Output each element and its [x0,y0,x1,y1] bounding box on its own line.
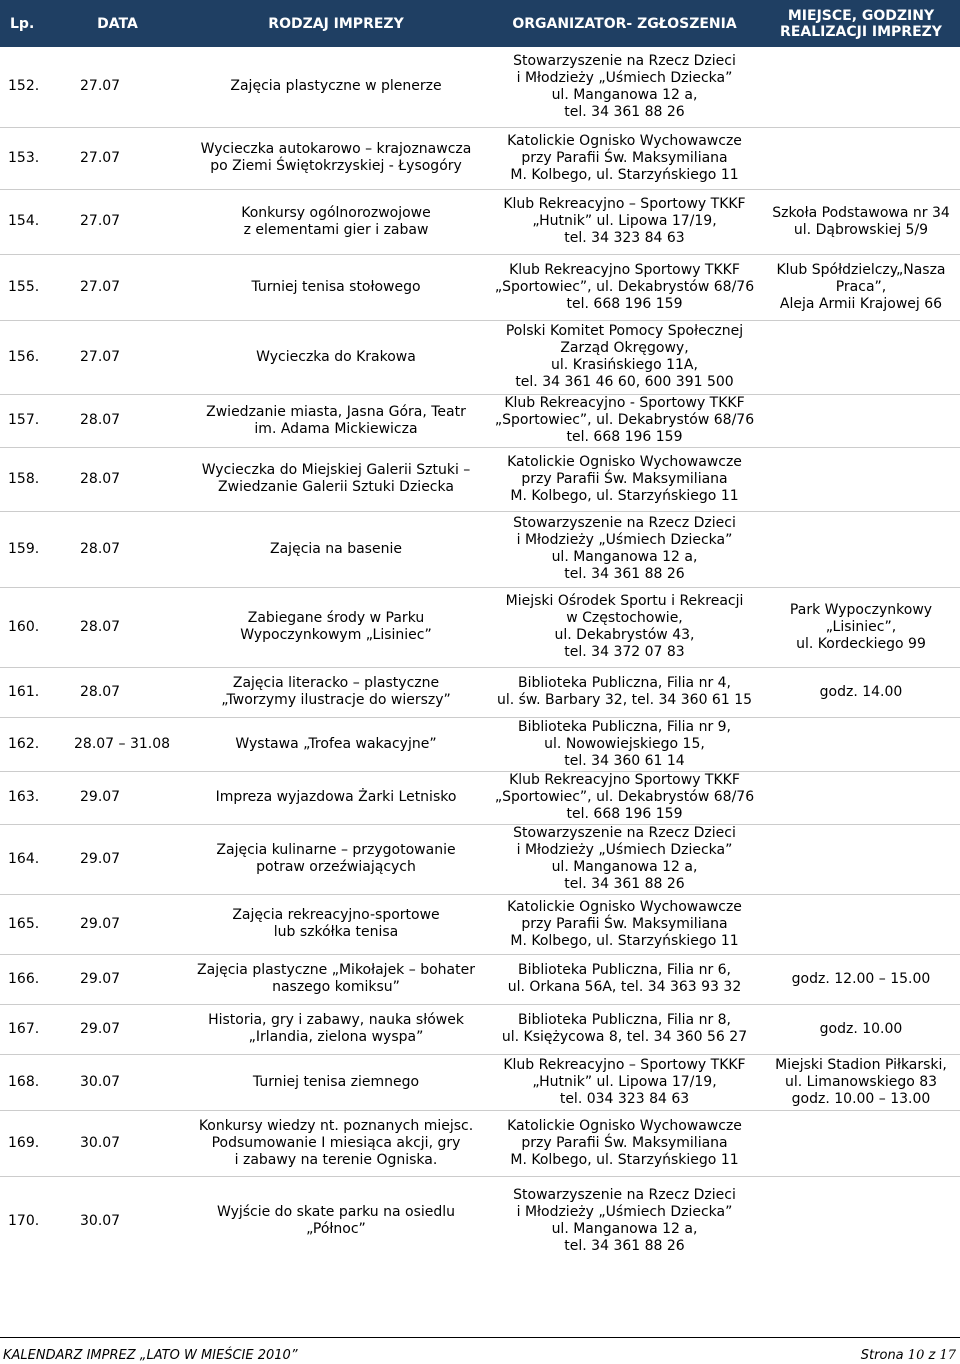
event-type-line: Zwiedzanie miasta, Jasna Góra, Teatr [206,403,466,420]
row-number: 164. [8,850,40,867]
organizer-line: ul. Nowowiejskiego 15, [544,735,705,752]
organizer-line: Klub Rekreacyjno – Sportowy TKKF [503,196,746,212]
organizer-line: tel. 34 372 07 83 [564,644,685,660]
organizer-line: Polski Komitet Pomocy Społecznej [505,323,744,339]
row-event-type [185,824,487,894]
event-type-line: „Tworzymy ilustracje do wierszy” [221,692,451,708]
event-type-line: Wycieczka do Krakowa [256,348,416,365]
organizer-line: ul. Manganowa 12 a, [551,859,698,875]
row-event-type [185,47,487,127]
row-date: 30.07 [80,1134,121,1151]
organizer-line: Biblioteka Publiczna, Filia nr 9, [517,718,732,735]
event-type-line: Zajęcia rekreacyjno-sportowe [232,907,440,923]
row-number: 162. [8,735,40,752]
row-event-type [185,189,487,254]
place-line: Klub Spółdzielczy„Nasza [776,261,946,278]
table-row [0,47,960,127]
organizer-line: ul. Orkana 56A, tel. 34 363 93 32 [507,979,742,995]
organizer-line: Katolickie Ognisko Wychowawcze [507,453,742,470]
row-event-type [185,717,487,771]
row-date: 29.07 [80,789,121,805]
place-line: godz. 10.00 – 13.00 [791,1090,931,1107]
organizer-line: Klub Rekreacyjno Sportowy TKKF [509,261,740,278]
organizer-line: Katolickie Ognisko Wychowawcze [507,1117,742,1134]
footer-page-sep: z [928,1348,936,1363]
row-date: 28.07 [80,412,121,428]
row-place [762,771,960,824]
table-row [0,771,960,824]
row-date: 28.07 [80,470,121,487]
row-place [762,127,960,189]
row-place [762,1176,960,1266]
table-row [0,189,960,254]
event-type-line: Zabiegane środy w Parku [247,610,425,626]
event-type-line: im. Adama Mickiewicza [254,420,418,437]
row-date: 28.07 [80,683,121,700]
row-place [762,254,960,320]
row-number: 156. [8,348,40,365]
organizer-line: Biblioteka Publiczna, Filia nr 8, [517,1012,732,1028]
row-date: 30.07 [80,1073,121,1090]
row-organizer [487,394,762,447]
row-date: 27.07 [80,278,121,295]
organizer-line: M. Kolbego, ul. Starzyńskiego 11 [510,1151,739,1168]
row-number: 154. [8,213,40,229]
place-line: Szkoła Podstawowa nr 34 [772,204,950,221]
organizer-line: M. Kolbego, ul. Starzyńskiego 11 [510,487,739,504]
footer-page-number [861,1348,956,1363]
row-place [762,894,960,954]
row-date: 28.07 [80,618,121,635]
place-line: Aleja Armii Krajowej 66 [779,295,943,312]
organizer-line: tel. 34 361 88 26 [564,1238,685,1255]
row-place [762,394,960,447]
row-number: 168. [8,1073,40,1090]
organizer-line: M. Kolbego, ul. Starzyńskiego 11 [510,932,739,949]
footer-title: KALENDARZ IMPREZ „LATO W MIEŚCIE 2010” [3,1348,298,1363]
place-line: „Lisiniec”, [825,618,897,635]
row-organizer [487,824,762,894]
organizer-line: tel. 34 361 88 26 [564,566,685,582]
organizer-line: ul. Manganowa 12 a, [551,549,698,565]
row-event-type [185,954,487,1004]
organizer-line: Katolickie Ognisko Wychowawcze [507,898,742,915]
header-lp: Lp. [0,0,50,47]
row-number: 160. [8,618,40,635]
row-organizer [487,1004,762,1054]
organizer-line: tel. 668 196 159 [566,295,683,312]
organizer-line: Klub Rekreacyjno – Sportowy TKKF [503,1056,746,1073]
table-row [0,954,960,1004]
footer-page-total: 17 [939,1348,956,1363]
organizer-line: w Częstochowie, [566,610,683,626]
row-place [762,717,960,771]
organizer-line: tel. 34 360 61 14 [564,752,685,769]
row-date: 27.07 [80,149,121,166]
organizer-line: M. Kolbego, ul. Starzyńskiego 11 [510,166,739,183]
organizer-line: Biblioteka Publiczna, Filia nr 6, [517,962,732,978]
row-event-type [185,127,487,189]
row-event-type [185,1054,487,1110]
organizer-line: i Młodzieży „Uśmiech Dziecka” [516,842,733,858]
organizer-line: tel. 034 323 84 63 [559,1090,690,1107]
row-organizer [487,667,762,717]
row-organizer [487,320,762,394]
header-type: RODZAJ IMPREZY [185,0,487,47]
event-type-line: Konkursy wiedzy nt. poznanych miejsc. [198,1117,474,1134]
row-number: 170. [8,1212,40,1229]
table-row [0,394,960,447]
row-number: 161. [8,683,40,700]
organizer-line: i Młodzieży „Uśmiech Dziecka” [516,69,733,86]
header-place [762,0,960,47]
table-row [0,127,960,189]
row-organizer [487,511,762,587]
row-event-type [185,1110,487,1176]
organizer-line: przy Parafii Św. Maksymiliana [521,1134,728,1151]
organizer-line: tel. 668 196 159 [566,806,683,822]
organizer-line: Miejski Ośrodek Sportu i Rekreacji [505,593,744,609]
table-row [0,587,960,667]
organizer-line: Klub Rekreacyjno Sportowy TKKF [509,772,740,788]
row-organizer [487,894,762,954]
organizer-line: ul. Dekabrystów 43, [554,627,695,643]
row-date: 27.07 [80,348,121,365]
event-type-line: Wyjście do skate parku na osiedlu [216,1204,456,1221]
row-place [762,667,960,717]
event-type-line: Konkursy ogólnorozwojowe [241,204,431,221]
organizer-line: Klub Rekreacyjno - Sportowy TKKF [504,395,745,411]
organizer-line: „Sportowiec”, ul. Dekabrystów 68/76 [494,789,755,805]
row-event-type [185,320,487,394]
event-type-line: Wypoczynkowym „Lisiniec” [240,627,432,643]
organizer-line: „Sportowiec”, ul. Dekabrystów 68/76 [494,278,755,295]
row-place [762,824,960,894]
row-event-type [185,587,487,667]
row-date: 28.07 – 31.08 [74,735,171,752]
organizer-line: Zarząd Okręgowy, [560,340,689,356]
footer-divider [0,1337,960,1338]
table-row [0,254,960,320]
row-number: 159. [8,540,40,557]
row-number: 166. [8,970,40,987]
row-organizer [487,587,762,667]
table-row [0,667,960,717]
row-number: 152. [8,78,40,95]
row-event-type [185,447,487,511]
table-row [0,824,960,894]
place-line: ul. Dąbrowskiej 5/9 [793,221,929,238]
footer-page-current: 10 [907,1348,925,1363]
row-event-type [185,511,487,587]
footer-page-word: Strona [860,1348,904,1363]
row-organizer [487,254,762,320]
place-line: godz. 14.00 [819,683,903,700]
organizer-line: ul. Księżycowa 8, tel. 34 360 56 27 [501,1029,748,1045]
row-place [762,189,960,254]
row-number: 163. [8,789,40,805]
table-row [0,1004,960,1054]
organizer-line: tel. 34 361 88 26 [564,103,685,120]
organizer-line: ul. Manganowa 12 a, [551,86,698,103]
organizer-line: Stowarzyszenie na Rzecz Dzieci [513,825,736,841]
row-organizer [487,447,762,511]
event-type-line: Impreza wyjazdowa Żarki Letnisko [215,789,457,805]
place-line: ul. Limanowskiego 83 [784,1073,938,1090]
place-line: Park Wypoczynkowy [789,601,933,618]
event-type-line: Historia, gry i zabawy, nauka słówek [208,1012,464,1028]
table-row [0,447,960,511]
event-type-line: potraw orzeźwiających [256,859,416,875]
organizer-line: przy Parafii Św. Maksymiliana [521,470,728,487]
place-line: ul. Kordeckiego 99 [796,635,926,652]
organizer-line: Biblioteka Publiczna, Filia nr 4, [517,675,732,691]
event-type-line: Turniej tenisa ziemnego [252,1073,420,1090]
organizer-line: „Hutnik” ul. Lipowa 17/19, [532,1073,717,1090]
row-event-type [185,254,487,320]
row-event-type [185,771,487,824]
row-place [762,587,960,667]
organizer-line: Stowarzyszenie na Rzecz Dzieci [513,52,736,69]
header-organizer: ORGANIZATOR- ZGŁOSZENIA [487,0,762,47]
row-number: 157. [8,412,40,428]
organizer-line: „Hutnik” ul. Lipowa 17/19, [532,213,717,229]
table-row [0,1176,960,1266]
event-type-line: Wycieczka do Miejskiej Galerii Sztuki – [201,462,471,478]
event-type-line: Zajęcia kulinarne – przygotowanie [216,842,456,858]
organizer-line: ul. Krasińskiego 11A, [551,357,698,373]
table-row [0,320,960,394]
event-type-line: Zajęcia plastyczne „Mikołajek – bohater [197,962,475,978]
organizer-line: i Młodzieży „Uśmiech Dziecka” [516,1204,733,1221]
row-place [762,447,960,511]
row-date: 30.07 [80,1212,121,1229]
table-row [0,1110,960,1176]
row-organizer [487,954,762,1004]
organizer-line: przy Parafii Św. Maksymiliana [521,915,728,932]
row-number: 165. [8,915,40,932]
organizer-line: Stowarzyszenie na Rzecz Dzieci [513,1187,736,1204]
organizer-line: tel. 34 361 46 60, 600 391 500 [515,374,734,390]
row-place [762,1004,960,1054]
header-place-line1: MIEJSCE, GODZINY [787,7,935,24]
event-type-line: Wycieczka autokarowo – krajoznawcza [200,141,472,157]
header-date: DATA [50,0,185,47]
event-type-line: Wystawa „Trofea wakacyjne” [235,735,437,752]
event-type-line: z elementami gier i zabaw [243,221,429,238]
table-row [0,1054,960,1110]
row-organizer [487,771,762,824]
event-type-line: po Ziemi Świętokrzyskiej - Łysogóry [210,158,462,174]
organizer-line: przy Parafii Św. Maksymiliana [521,149,728,166]
row-date: 29.07 [80,1020,121,1037]
row-event-type [185,394,487,447]
row-place [762,1110,960,1176]
row-number: 158. [8,470,40,487]
event-type-line: Zajęcia plastyczne w plenerze [230,78,442,95]
organizer-line: tel. 668 196 159 [566,429,683,445]
table-body [0,47,960,1266]
row-event-type [185,1004,487,1054]
organizer-line: i Młodzieży „Uśmiech Dziecka” [516,532,733,548]
row-number: 167. [8,1020,40,1037]
event-type-line: Zajęcia na basenie [270,540,402,557]
place-line: Praca”, [835,278,887,295]
organizer-line: tel. 34 361 88 26 [564,876,685,892]
organizer-line: Stowarzyszenie na Rzecz Dzieci [513,515,736,531]
row-place [762,954,960,1004]
row-number: 169. [8,1134,40,1151]
row-organizer [487,1110,762,1176]
row-organizer [487,717,762,771]
row-date: 27.07 [80,78,121,95]
place-line: godz. 10.00 [819,1020,903,1037]
event-type-line: lub szkółka tenisa [273,924,399,940]
row-event-type [185,894,487,954]
row-organizer [487,1176,762,1266]
row-place [762,47,960,127]
table-row [0,894,960,954]
event-type-line: Zajęcia literacko – plastyczne [232,675,440,691]
organizer-line: ul. św. Barbary 32, tel. 34 360 61 15 [496,692,753,708]
row-place [762,511,960,587]
organizer-line: tel. 34 323 84 63 [564,230,685,246]
row-organizer [487,189,762,254]
row-date: 29.07 [80,850,121,867]
organizer-line: „Sportowiec”, ul. Dekabrystów 68/76 [494,412,755,428]
row-number: 153. [8,149,40,166]
row-number: 155. [8,278,40,295]
row-organizer [487,1054,762,1110]
table-header-row [0,0,960,47]
event-type-line: Podsumowanie I miesiąca akcji, gry [211,1134,461,1151]
table-row [0,717,960,771]
organizer-line: ul. Manganowa 12 a, [551,1221,698,1238]
header-place-line2: REALIZACJI IMPREZY [780,23,942,40]
event-type-line: i zabawy na terenie Ogniska. [234,1151,438,1168]
row-date: 29.07 [80,915,121,932]
row-organizer [487,127,762,189]
row-date: 28.07 [80,540,121,557]
event-type-line: Turniej tenisa stołowego [251,278,421,295]
event-type-line: Zwiedzanie Galerii Sztuki Dziecka [218,479,454,495]
organizer-line: Katolickie Ognisko Wychowawcze [507,132,742,149]
row-place [762,1054,960,1110]
event-type-line: „Północ” [306,1221,366,1238]
place-line: Miejski Stadion Piłkarski, [775,1056,947,1073]
row-event-type [185,1176,487,1266]
row-date: 29.07 [80,970,121,987]
row-place [762,320,960,394]
event-type-line: naszego komiksu” [272,979,400,995]
row-event-type [185,667,487,717]
table-row [0,511,960,587]
place-line: godz. 12.00 – 15.00 [791,970,931,987]
row-organizer [487,47,762,127]
row-date: 27.07 [80,213,121,229]
event-type-line: „Irlandia, zielona wyspa” [248,1029,424,1045]
